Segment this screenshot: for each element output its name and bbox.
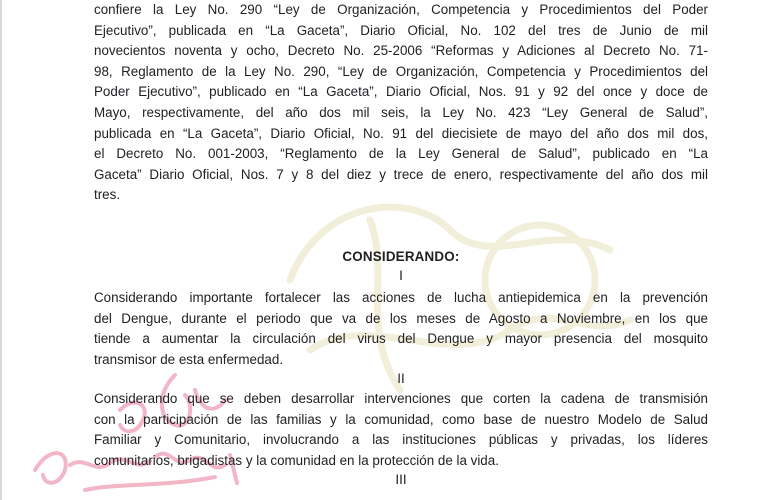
- considerando-paragraph-ii: [94, 389, 708, 471]
- section-numeral-iii: III: [395, 472, 407, 487]
- paragraph-line: transmisor de esta enfermedad.: [94, 351, 284, 367]
- scan-edge: [0, 0, 4, 500]
- paragraph-line: Familiar y Comunitario, involucrando a las instituciones públicas y privadas, los líderes: [94, 432, 708, 448]
- intro-line: Poder Ejecutivo”, publicado en “La Gaceta”, Diario Oficial, Nos. 91 y 92 del once y doce de: [94, 84, 708, 100]
- section-numeral-i: I: [399, 268, 403, 283]
- intro-paragraph: [94, 0, 708, 206]
- paragraph-line: tiende a aumentar la circulación del virus del Dengue y mayor presencia del mosquito: [94, 331, 708, 347]
- paragraph-line: con la participación de las familias y la comunidad, como base de nuestro Modelo de Salud: [94, 411, 708, 427]
- intro-line: 98, Reglamento de la Ley No. 290, “Ley de Organización, Competencia y Procedimientos del: [94, 63, 708, 79]
- paragraph-line: del Dengue, durante el periodo que va de los meses de Agosto a Noviembre, en los que: [94, 310, 708, 326]
- intro-line: Gaceta” Diario Oficial, Nos. 7 y 8 del diez y trece de enero, respectivamente del año dos mil: [94, 166, 708, 182]
- intro-line: novecientos noventa y ocho, Decreto No. 25-2006 “Reformas y Adiciones al Decreto No. 71-: [94, 43, 708, 59]
- intro-line: confiere la Ley No. 290 “Ley de Organización, Competencia y Procedimientos del Poder: [94, 2, 708, 17]
- intro-line: el Decreto No. 001-2003, “Reglamento de la Ley General de Salud”, publicado en “La: [94, 146, 708, 162]
- considerando-heading: CONSIDERANDO:: [342, 249, 460, 264]
- paragraph-line: Considerando importante fortalecer las acciones de lucha antiepidemica en la prevención: [94, 290, 708, 305]
- paragraph-line: Considerando que se deben desarrollar intervenciones que corten la cadena de transmisión: [94, 391, 708, 406]
- intro-line: tres.: [94, 187, 121, 203]
- section-numeral-ii: II: [397, 371, 405, 386]
- intro-line: Ejecutivo”, publicada en “La Gaceta”, Diario Oficial, No. 102 del tres de Junio de mil: [94, 22, 708, 38]
- paragraph-line: comunitarios, brigadistas y la comunidad en la protección de la vida.: [94, 452, 499, 468]
- intro-line: publicada en “La Gaceta”, Diario Oficial, No. 91 del diecisiete de mayo del año dos mil dos,: [94, 125, 708, 141]
- intro-line: Mayo, respectivamente, del año dos mil seis, la Ley No. 423 “Ley General de Salud”,: [94, 104, 708, 120]
- considerando-paragraph-i: [94, 288, 708, 370]
